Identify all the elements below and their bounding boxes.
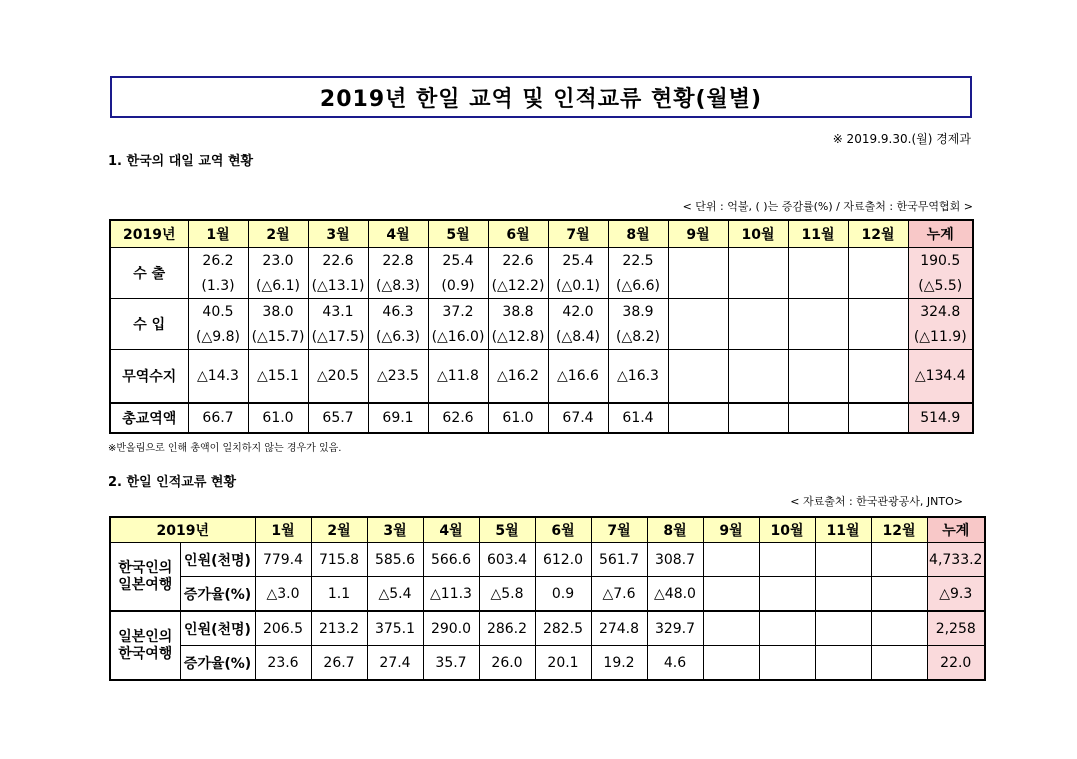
jp-to-kr-people-value (815, 611, 871, 646)
jp-to-kr-people-value: 329.7 (647, 611, 703, 646)
jp-to-kr-rate-value: 26.0 (479, 646, 535, 681)
export-rate: (△13.1) (308, 273, 368, 299)
jp-to-kr-people-value: 290.0 (423, 611, 479, 646)
month-header: 3월 (308, 220, 368, 248)
export-label: 수 출 (110, 248, 188, 299)
trade-balance-row (110, 350, 973, 404)
month-header: 9월 (668, 220, 728, 248)
jp-to-kr-rate-value (815, 646, 871, 681)
kr-to-jp-rate-value: △5.8 (479, 577, 535, 612)
jp-to-kr-people-value: 206.5 (255, 611, 311, 646)
trade-section-title: 1. 한국의 대일 교역 현황 (108, 154, 254, 169)
month-header: 누계 (908, 220, 973, 248)
kr-to-jp-people-row (110, 543, 985, 577)
export-rate: (1.3) (188, 273, 248, 299)
export-rate: (△5.5) (908, 273, 973, 299)
kr-to-jp-people-value: 779.4 (255, 543, 311, 577)
export-value (848, 248, 908, 274)
month-header: 10월 (759, 517, 815, 543)
month-header: 누계 (927, 517, 985, 543)
import-label: 수 입 (110, 299, 188, 350)
import-value: 46.3 (368, 299, 428, 325)
kr-to-jp-people-value (871, 543, 927, 577)
export-value (788, 248, 848, 274)
exchange-unit-line: < 자료출처 : 한국관광공사, JNTO> (790, 495, 963, 508)
jp-to-kr-group-label: 일본인의 한국여행 (110, 611, 180, 680)
jp-to-kr-rate-value: 20.1 (535, 646, 591, 681)
export-rate: (△12.2) (488, 273, 548, 299)
month-header: 7월 (548, 220, 608, 248)
export-value: 26.2 (188, 248, 248, 274)
balance-label: 무역수지 (110, 350, 188, 404)
jp-to-kr-people-value (703, 611, 759, 646)
import-rate: (△6.3) (368, 324, 428, 350)
kr-to-jp-rate-value: △11.3 (423, 577, 479, 612)
total-value: 514.9 (908, 403, 973, 433)
import-value (788, 299, 848, 325)
kr-to-jp-rate-value: △5.4 (367, 577, 423, 612)
kr-to-jp-rate-row (110, 577, 985, 612)
export-rate: (△6.6) (608, 273, 668, 299)
import-rate: (△9.8) (188, 324, 248, 350)
month-header: 5월 (428, 220, 488, 248)
export-value: 190.5 (908, 248, 973, 274)
month-header: 12월 (848, 220, 908, 248)
jp-to-kr-rate-value (703, 646, 759, 681)
total-value: 67.4 (548, 403, 608, 433)
jp-to-kr-people-value: 375.1 (367, 611, 423, 646)
import-value (728, 299, 788, 325)
export-value: 22.8 (368, 248, 428, 274)
trade-note: ※반올림으로 인해 총액이 일치하지 않는 경우가 있음. (108, 443, 342, 454)
jp-to-kr-people-value: 274.8 (591, 611, 647, 646)
jp-to-kr-rate-value: 23.6 (255, 646, 311, 681)
import-value: 37.2 (428, 299, 488, 325)
import-rate (788, 324, 848, 350)
kr-to-jp-people-value: 566.6 (423, 543, 479, 577)
people-label: 인원(천명) (180, 543, 255, 577)
total-value (668, 403, 728, 433)
export-rate (848, 273, 908, 299)
trade-import-rate-row (110, 324, 973, 350)
import-value: 42.0 (548, 299, 608, 325)
document-title: 2019년 한일 교역 및 인적교류 현황(월별) (110, 76, 972, 118)
year-header: 2019년 (110, 220, 188, 248)
kr-to-jp-rate-value: 1.1 (311, 577, 367, 612)
import-rate (668, 324, 728, 350)
balance-value: △14.3 (188, 350, 248, 404)
jp-to-kr-rate-value (871, 646, 927, 681)
kr-to-jp-people-value: 603.4 (479, 543, 535, 577)
kr-to-jp-people-value (759, 543, 815, 577)
import-rate: (△11.9) (908, 324, 973, 350)
kr-to-jp-people-value (815, 543, 871, 577)
export-rate: (0.9) (428, 273, 488, 299)
kr-to-jp-group-label: 한국인의 일본여행 (110, 543, 180, 612)
import-value: 38.9 (608, 299, 668, 325)
import-rate: (△8.2) (608, 324, 668, 350)
month-header: 7월 (591, 517, 647, 543)
export-value: 23.0 (248, 248, 308, 274)
month-header: 4월 (423, 517, 479, 543)
jp-to-kr-people-value: 213.2 (311, 611, 367, 646)
month-header: 3월 (367, 517, 423, 543)
jp-to-kr-rate-row (110, 646, 985, 681)
export-value: 22.5 (608, 248, 668, 274)
balance-value (788, 350, 848, 404)
total-value (728, 403, 788, 433)
import-value: 38.8 (488, 299, 548, 325)
kr-to-jp-people-value: 4,733.2 (927, 543, 985, 577)
rate-label: 증가율(%) (180, 577, 255, 612)
import-value: 38.0 (248, 299, 308, 325)
jp-to-kr-rate-value (759, 646, 815, 681)
month-header: 2월 (311, 517, 367, 543)
month-header: 2월 (248, 220, 308, 248)
import-value (668, 299, 728, 325)
month-header: 8월 (608, 220, 668, 248)
jp-to-kr-rate-value: 27.4 (367, 646, 423, 681)
trade-total-row (110, 403, 973, 433)
jp-to-kr-people-value: 282.5 (535, 611, 591, 646)
jp-to-kr-people-value (759, 611, 815, 646)
kr-to-jp-rate-value: 0.9 (535, 577, 591, 612)
balance-value: △134.4 (908, 350, 973, 404)
month-header: 4월 (368, 220, 428, 248)
import-rate: (△16.0) (428, 324, 488, 350)
import-rate: (△8.4) (548, 324, 608, 350)
total-value: 69.1 (368, 403, 428, 433)
import-rate: (△17.5) (308, 324, 368, 350)
month-header: 5월 (479, 517, 535, 543)
export-rate: (△0.1) (548, 273, 608, 299)
export-value: 25.4 (428, 248, 488, 274)
export-value: 22.6 (308, 248, 368, 274)
export-rate (668, 273, 728, 299)
balance-value: △23.5 (368, 350, 428, 404)
month-header: 6월 (535, 517, 591, 543)
kr-to-jp-people-value (703, 543, 759, 577)
kr-to-jp-rate-value (815, 577, 871, 612)
balance-value (728, 350, 788, 404)
export-rate (788, 273, 848, 299)
month-header: 11월 (815, 517, 871, 543)
month-header: 6월 (488, 220, 548, 248)
month-header: 12월 (871, 517, 927, 543)
export-value: 22.6 (488, 248, 548, 274)
balance-value: △16.6 (548, 350, 608, 404)
exchange-year-header: 2019년 (110, 517, 255, 543)
rate-label: 증가율(%) (180, 646, 255, 681)
import-value: 43.1 (308, 299, 368, 325)
total-value: 61.0 (248, 403, 308, 433)
month-header: 1월 (255, 517, 311, 543)
exchange-table (109, 516, 986, 681)
import-value: 324.8 (908, 299, 973, 325)
kr-to-jp-people-value: 561.7 (591, 543, 647, 577)
trade-unit-line: < 단위 : 억불, ( )는 증감률(%) / 자료출처 : 한국무역협회 > (682, 200, 973, 213)
balance-value: △20.5 (308, 350, 368, 404)
total-value: 62.6 (428, 403, 488, 433)
balance-value (668, 350, 728, 404)
exchange-header-row (110, 517, 985, 543)
kr-to-jp-rate-value: △48.0 (647, 577, 703, 612)
balance-value: △15.1 (248, 350, 308, 404)
kr-to-jp-people-value: 308.7 (647, 543, 703, 577)
balance-value (848, 350, 908, 404)
import-value: 40.5 (188, 299, 248, 325)
total-value: 65.7 (308, 403, 368, 433)
jp-to-kr-people-value: 2,258 (927, 611, 985, 646)
jp-to-kr-rate-value: 26.7 (311, 646, 367, 681)
balance-value: △16.3 (608, 350, 668, 404)
import-rate (728, 324, 788, 350)
jp-to-kr-people-value (871, 611, 927, 646)
jp-to-kr-people-value: 286.2 (479, 611, 535, 646)
export-rate: (△6.1) (248, 273, 308, 299)
jp-to-kr-rate-value: 35.7 (423, 646, 479, 681)
trade-header-row (110, 220, 973, 248)
balance-value: △11.8 (428, 350, 488, 404)
export-value (668, 248, 728, 274)
kr-to-jp-people-value: 612.0 (535, 543, 591, 577)
trade-import-row (110, 299, 973, 325)
jp-to-kr-rate-value: 19.2 (591, 646, 647, 681)
trade-table (109, 219, 974, 434)
total-value: 66.7 (188, 403, 248, 433)
total-value (848, 403, 908, 433)
jp-to-kr-people-row (110, 611, 985, 646)
total-value: 61.4 (608, 403, 668, 433)
kr-to-jp-rate-value (871, 577, 927, 612)
date-line: ※ 2019.9.30.(월) 경제과 (832, 132, 971, 146)
export-rate (728, 273, 788, 299)
kr-to-jp-people-value: 585.6 (367, 543, 423, 577)
balance-value: △16.2 (488, 350, 548, 404)
export-value (728, 248, 788, 274)
kr-to-jp-rate-value: △9.3 (927, 577, 985, 612)
trade-export-row (110, 248, 973, 274)
export-rate: (△8.3) (368, 273, 428, 299)
kr-to-jp-rate-value (759, 577, 815, 612)
month-header: 11월 (788, 220, 848, 248)
month-header: 8월 (647, 517, 703, 543)
people-label: 인원(천명) (180, 611, 255, 646)
import-rate: (△15.7) (248, 324, 308, 350)
trade-export-rate-row (110, 273, 973, 299)
jp-to-kr-rate-value: 4.6 (647, 646, 703, 681)
import-value (848, 299, 908, 325)
kr-to-jp-rate-value (703, 577, 759, 612)
month-header: 1월 (188, 220, 248, 248)
jp-to-kr-rate-value: 22.0 (927, 646, 985, 681)
kr-to-jp-rate-value: △3.0 (255, 577, 311, 612)
total-value (788, 403, 848, 433)
kr-to-jp-people-value: 715.8 (311, 543, 367, 577)
month-header: 10월 (728, 220, 788, 248)
total-label: 총교역액 (110, 403, 188, 433)
export-value: 25.4 (548, 248, 608, 274)
import-rate: (△12.8) (488, 324, 548, 350)
kr-to-jp-rate-value: △7.6 (591, 577, 647, 612)
month-header: 9월 (703, 517, 759, 543)
total-value: 61.0 (488, 403, 548, 433)
import-rate (848, 324, 908, 350)
exchange-section-title: 2. 한일 인적교류 현황 (108, 475, 237, 490)
